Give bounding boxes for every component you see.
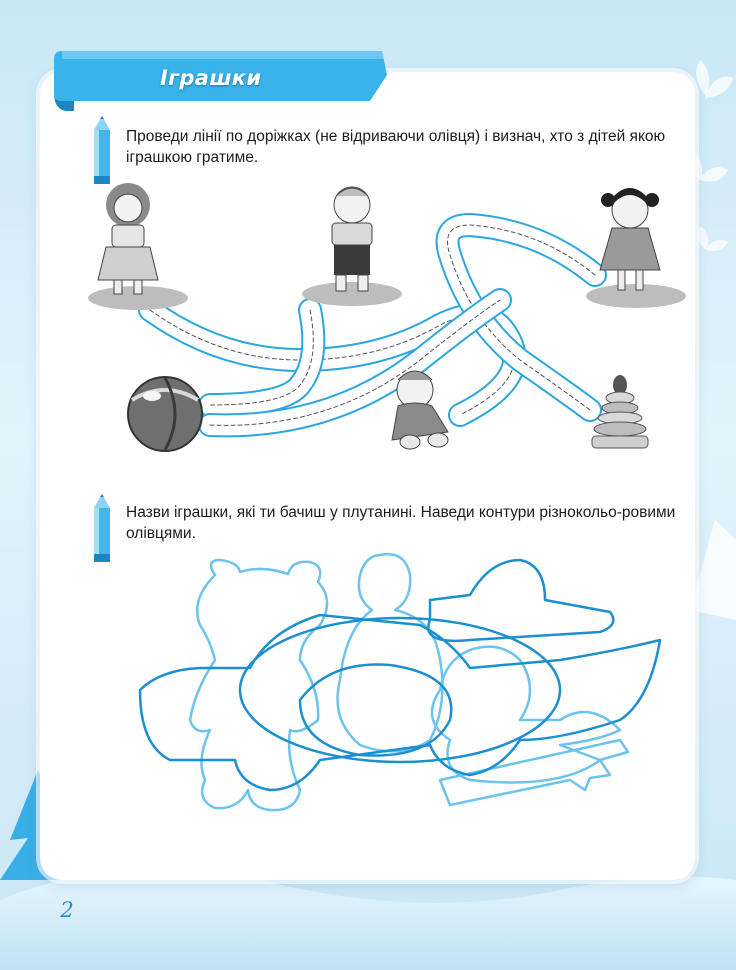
page-title: Іграшки xyxy=(160,66,262,90)
task-1-instruction: Проведи лінії по доріжках (не відриваючи олівця) і визнач, хто з дітей якою іграшкою гратиме. xyxy=(126,128,666,166)
car-icon[interactable] xyxy=(140,615,660,790)
teddy-bear-icon[interactable] xyxy=(190,560,327,810)
ball-outline[interactable] xyxy=(240,618,560,762)
page-number: 2 xyxy=(60,898,74,922)
steering-wheel-icon[interactable] xyxy=(300,664,451,755)
doll-icon[interactable] xyxy=(338,554,443,751)
rocket-icon[interactable] xyxy=(440,740,628,805)
task-2-instruction: Назви іграшки, які ти бачиш у плутанині. Наведи контури різнокольо-ровими олівцями. xyxy=(126,504,676,542)
airplane-icon[interactable] xyxy=(428,560,613,641)
